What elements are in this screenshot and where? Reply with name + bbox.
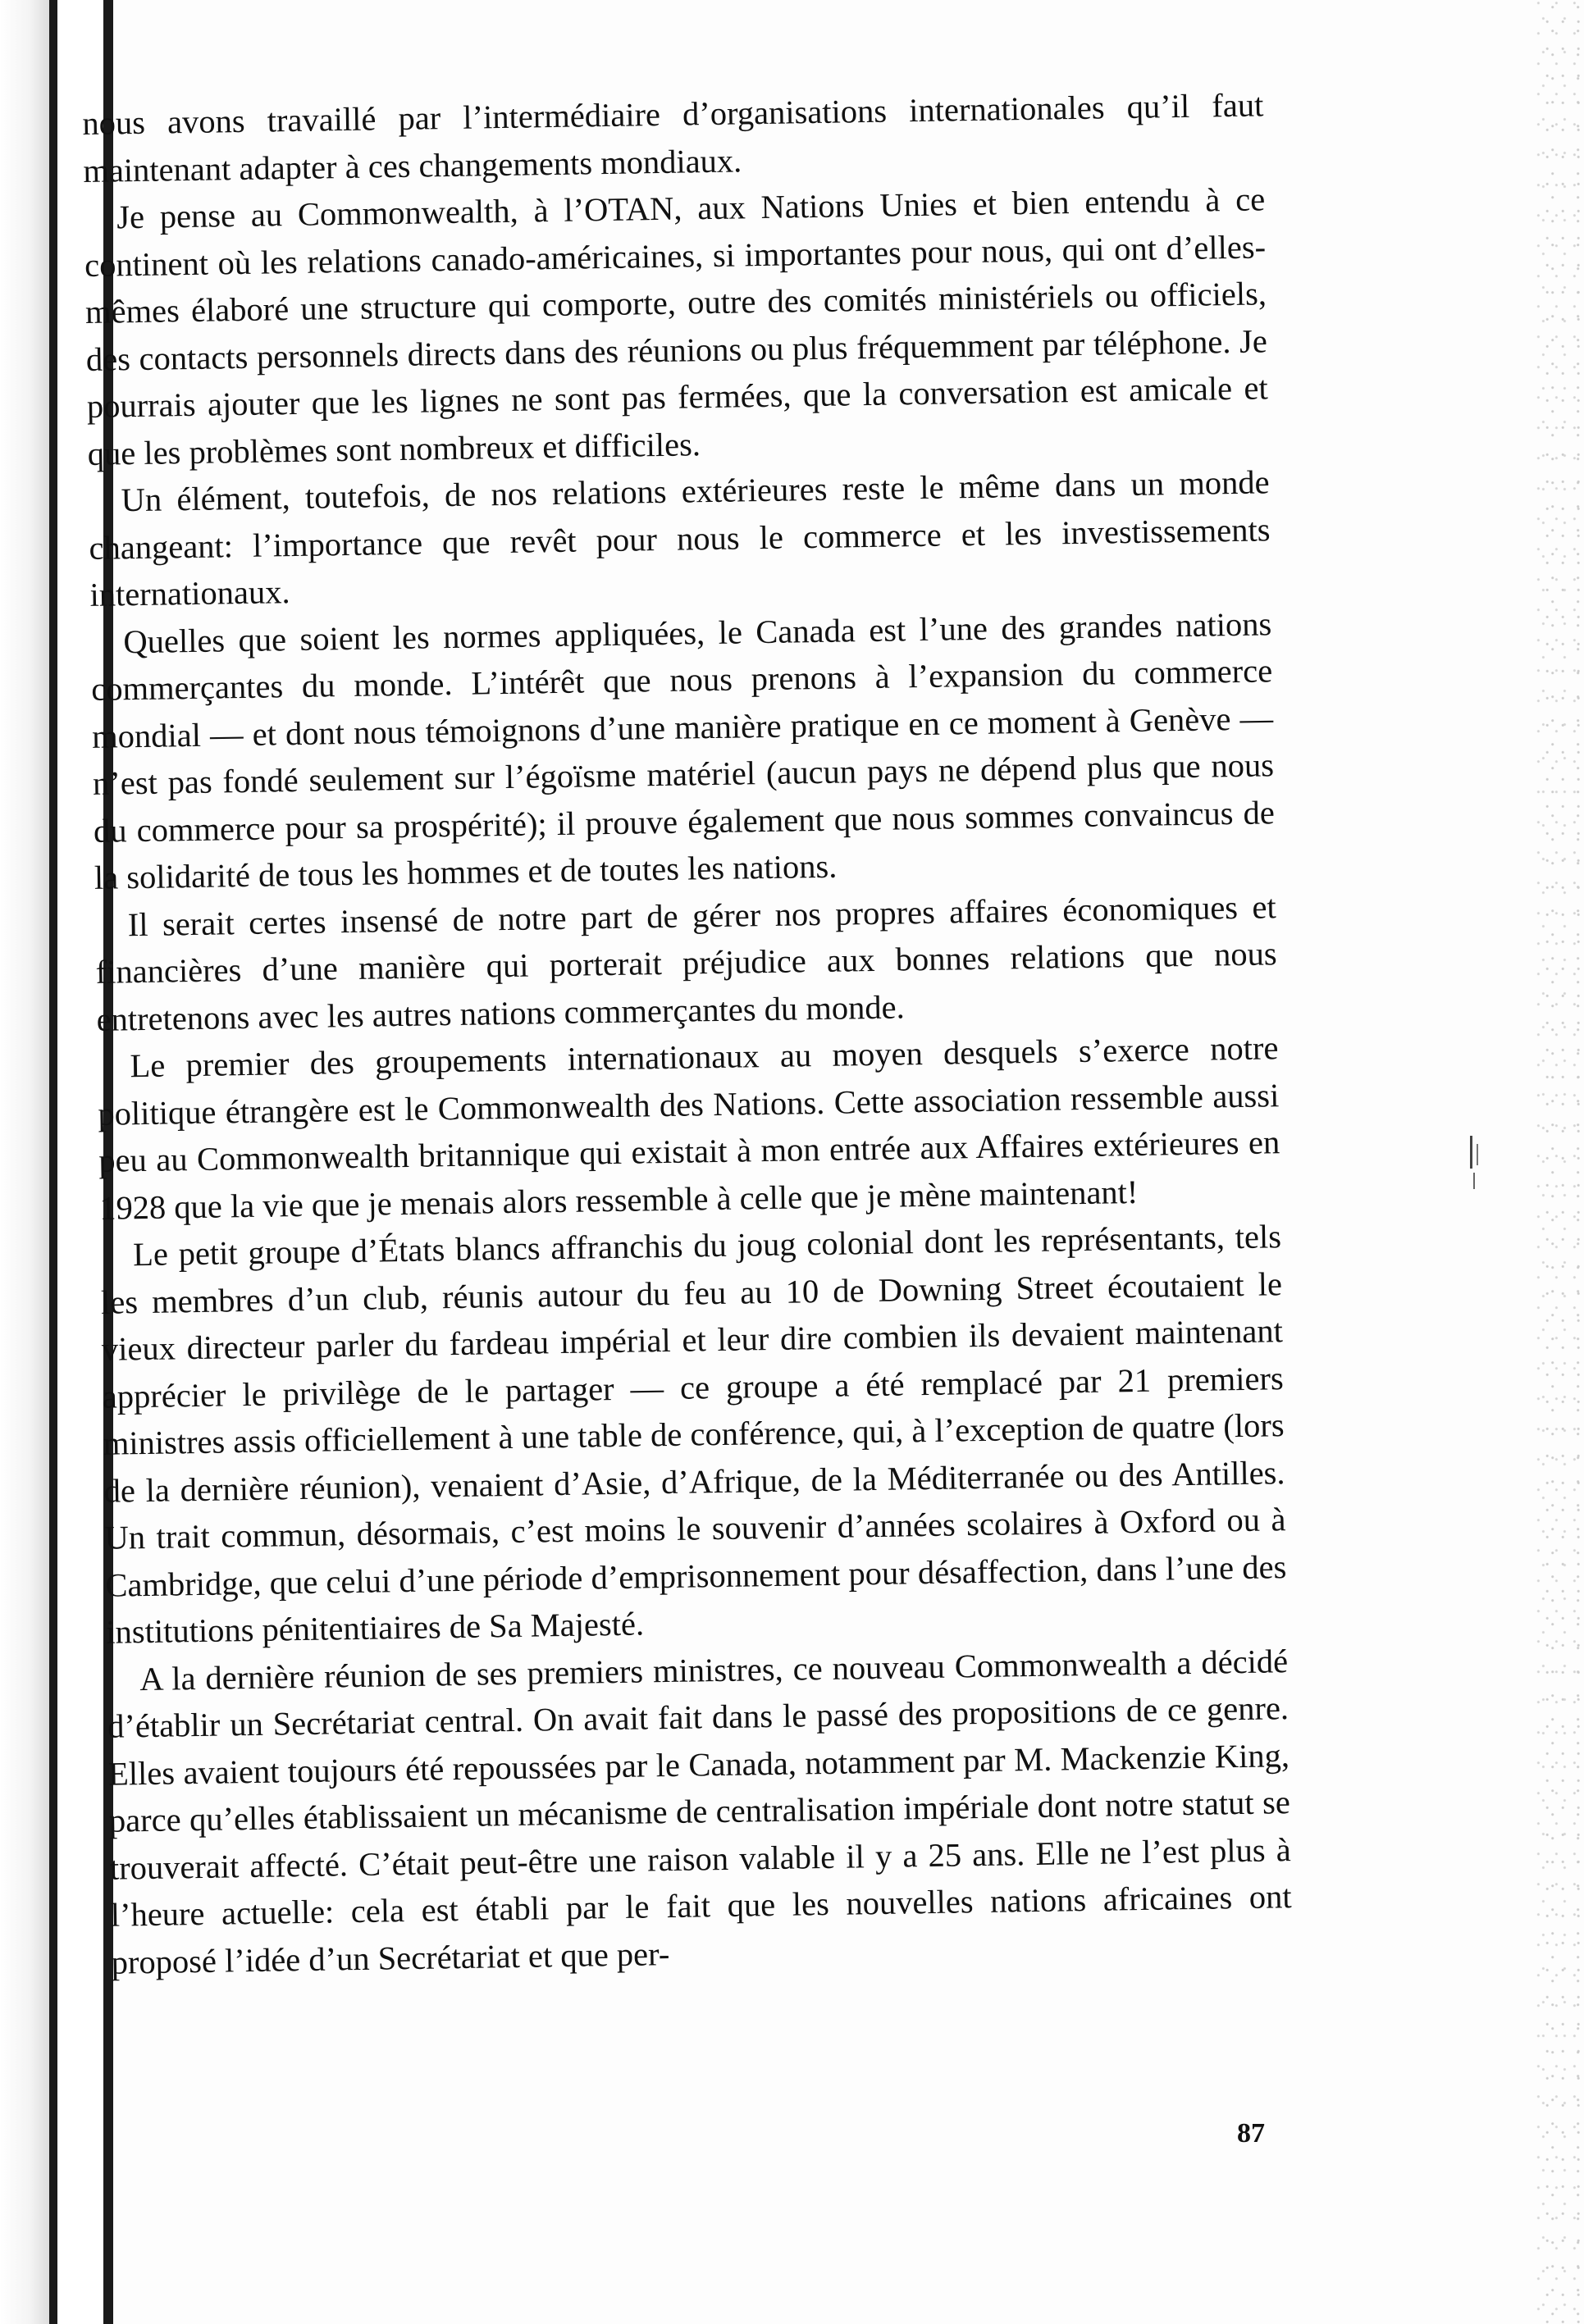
page-left-edge-shadow — [0, 0, 49, 2324]
paragraph-5: Il serait certes insensé de notre part de gérer nos propres affaires économiques et financières d’une manière qui porterait préjudice aux bonnes relations que nous entretenons avec les autres nations commerçantes du monde. — [95, 887, 1277, 1038]
paragraph-3: Un élément, toutefois, de nos relations extérieures reste le même dans un monde changeant: l’importance que revêt pour nous le commerce et les investissements internationaux. — [89, 463, 1271, 613]
paragraph-8: A la dernière réunion de ses premiers ministres, ce nouveau Commonwealth a décidé d’établir un Secrétariat central. On avait fait dans le passé des propositions de ce genre. Elles avaient toujours été repoussées par le Canada, notamment par M. Mackenzie King, parce qu’elles établissaient un mécanisme de centralisation impériale dont notre statut se trouverait affecté. C’était peut-être une raison valable il y a 25 ans. Elle ne l’est plus à l’heure actuelle: cela est établi par le fait que les nouvelles nations africaines ont proposé l’idée d’un Secrétariat et que per- — [107, 1642, 1292, 1981]
body-text — [82, 81, 1293, 1985]
page-right-edge-speckles — [1535, 0, 1584, 2324]
paragraph-6: Le premier des groupements internationaux au moyen desquels s’exerce notre politique étrangère est le Commonwealth des Nations. Cette association ressemble aussi peu au Commonwealth britannique qui existait à mon entrée aux Affaires extérieures en 1928 que la vie que je menais alors ressemble à celle que je mène maintenant! — [98, 1029, 1280, 1227]
paragraph-1: nous avons travaillé par l’intermédiaire d’organisations internationales qu’il faut maintenant adapter à ces changements mondiaux. — [82, 86, 1264, 189]
paragraph-4: Quelles que soient les normes appliquées, le Canada est l’une des grandes nations commerçantes du monde. L’intérêt que nous prenons à l’expansion du commerce mondial — et dont nous témoignons d’une manière pratique en ce moment à Genève — n’est pas fondé seulement sur l’égoïsme matériel (aucun pays ne dépend plus que nous du commerce pour sa prospérité); il prouve également que nous sommes convaincus de la solidarité de tous les hommes et de toutes les nations. — [90, 604, 1276, 896]
paragraph-7: Le petit groupe d’États blancs affranchis du joug colonial dont les représentants, tels les membres d’un club, réunis autour du feu au 10 de Downing Street écoutaient le vieux directeur parler du fardeau impérial et leur dire combien ils devaient maintenant apprécier le privilège de le partager — ce groupe a été remplacé par 21 premiers ministres assis officiellement à une table de conférence, qui, à l’exception de quatre (lors de la dernière réunion), venaient d’Asie, d’Afrique, de la Méditerranée ou des Antilles. Un trait commun, désormais, c’est moins le souvenir d’années scolaires à Oxford ou à Cambridge, que celui d’une période d’emprisonnement pour désaffection, dans l’une des institutions pénitentiaires de Sa Majesté. — [100, 1218, 1287, 1651]
paragraph-2: Je pense au Commonwealth, à l’OTAN, aux Nations Unies et bien entendu à ce continent où les relations canado-américaines, si importantes pour nous, qui ont d’elles-mêmes élaboré une structure qui comporte, outre des comités ministériels ou officiels, des contacts personnels directs dans des réunions ou plus fréquemment par téléphone. Je pourrais ajouter que les lignes ne sont pas fermées, que la conversation est amicale et que les problèmes sont nombreux et difficiles. — [84, 180, 1269, 472]
margin-mark — [1477, 1144, 1478, 1165]
margin-mark — [1473, 1173, 1475, 1189]
page-number: 87 — [1237, 2118, 1265, 2149]
margin-mark — [1470, 1136, 1472, 1169]
